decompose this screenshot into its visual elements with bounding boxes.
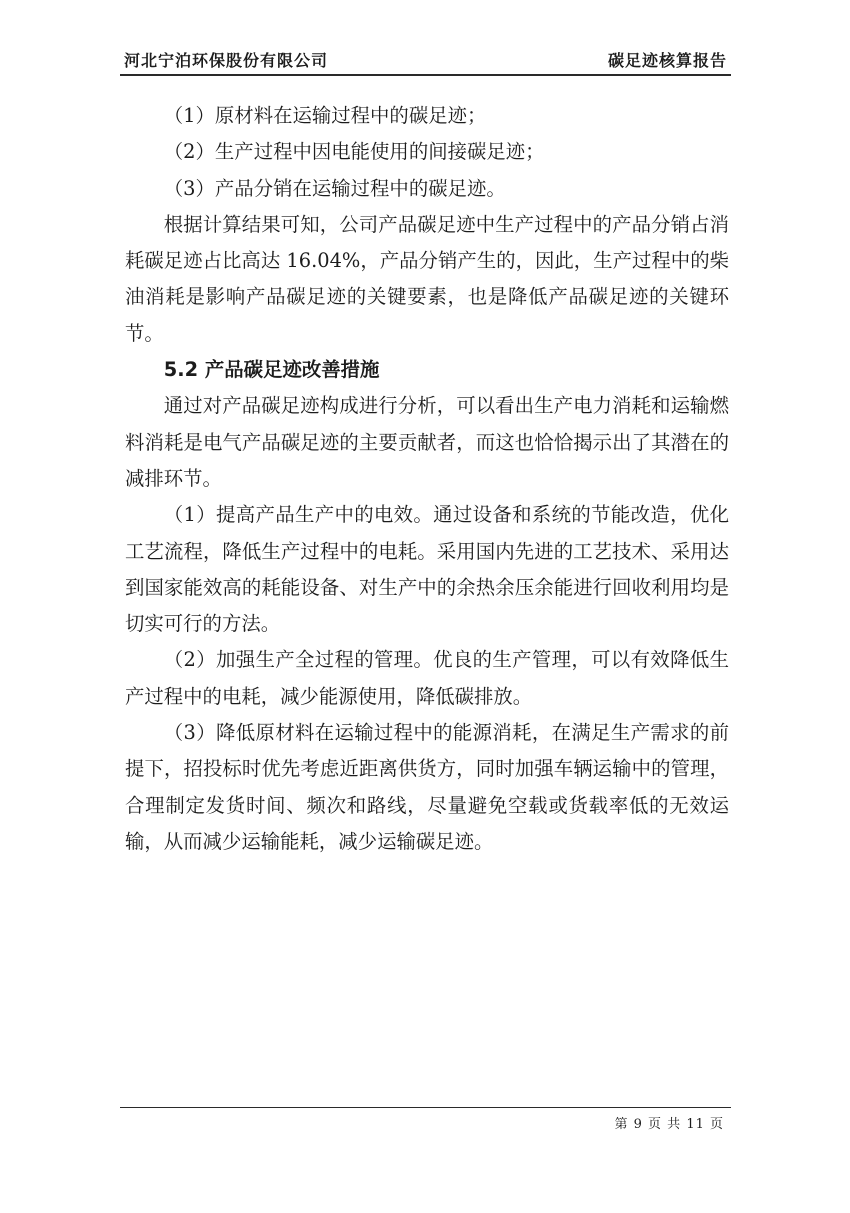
section-heading: 5.2 产品碳足迹改善措施 bbox=[163, 358, 380, 382]
page-number: 第 9 页 共 11 页 bbox=[614, 1117, 724, 1132]
measure-production-management: （2）加强生产全过程的管理。优良的生产管理，可以有效降低生产过程中的电耗，减少能源使用，降低碳排放。 bbox=[125, 648, 729, 708]
page-header bbox=[120, 40, 731, 76]
list-item-distribution: （3）产品分销在运输过程中的碳足迹。 bbox=[163, 176, 506, 200]
paragraph-calculation-result: 根据计算结果可知，公司产品碳足迹中生产过程中的产品分销占消耗碳足迹占比高达 16.04%，产品分销产生的，因此，生产过程中的柴油消耗是影响产品碳足迹的关键要素，也是降低产品碳足迹的关键环节。 bbox=[125, 212, 729, 345]
paragraph-analysis-intro: 通过对产品碳足迹构成进行分析，可以看出生产电力消耗和运输燃料消耗是电气产品碳足迹的主要贡献者，而这也恰恰揭示出了其潜在的减排环节。 bbox=[125, 394, 729, 490]
measure-electric-efficiency: （1）提高产品生产中的电效。通过设备和系统的节能改造，优化工艺流程，降低生产过程中的电耗。采用国内先进的工艺技术、采用达到国家能效高的耗能设备、对生产中的余热余压余能进行回收利用均是切实可行的方法。 bbox=[125, 503, 729, 636]
company-name: 河北宁泊环保股份有限公司 bbox=[124, 51, 329, 70]
list-item-production: （2）生产过程中因电能使用的间接碳足迹； bbox=[163, 140, 545, 164]
measure-transport-energy: （3）降低原材料在运输过程中的能源消耗，在满足生产需求的前提下，招投标时优先考虑近距离供货方，同时加强车辆运输中的管理，合理制定发货时间、频次和路线，尽量避免空载或货载率低的无效运输，从而减少运输能耗，减少运输碳足迹。 bbox=[125, 721, 729, 853]
footer-divider bbox=[120, 1107, 731, 1108]
report-title: 碳足迹核算报告 bbox=[607, 51, 727, 70]
document-body bbox=[125, 98, 729, 860]
list-item-raw-material: （1）原材料在运输过程中的碳足迹； bbox=[163, 104, 487, 127]
